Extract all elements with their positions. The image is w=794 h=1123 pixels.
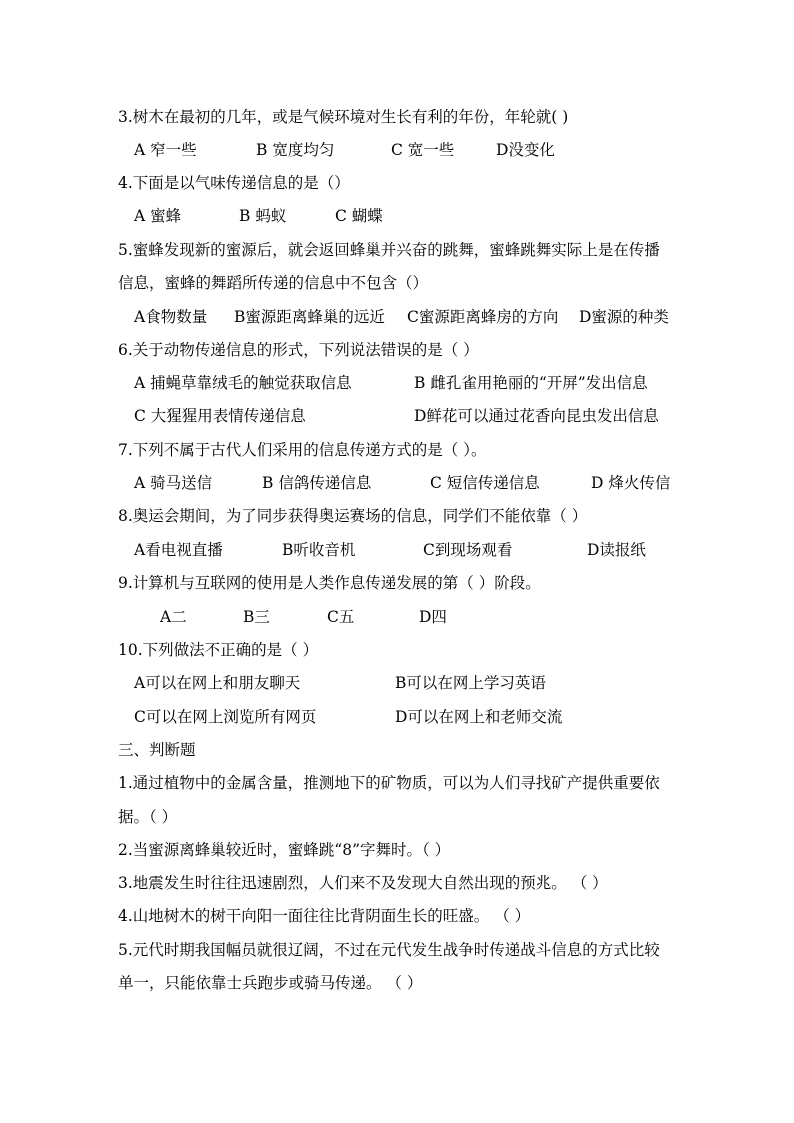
question-5-stem-line1: 5.蜜蜂发现新的蜜源后，就会返回蜂巢并兴奋的跳舞，蜜蜂跳舞实际上是在传播 <box>118 241 660 259</box>
judgement-5-line2: 单一，只能依靠士兵跑步或骑马传递。 （ ） <box>118 974 423 992</box>
question-6-option-a: A 捕蝇草靠绒毛的触觉获取信息 <box>134 374 352 392</box>
question-4-option-a: A 蜜蜂 <box>134 207 182 225</box>
judgement-1-line1: 1.通过植物中的金属含量，推测地下的矿物质，可以为人们寻找矿产提供重要依 <box>118 774 660 792</box>
judgement-2: 2.当蜜源离蜂巢较近时，蜜蜂跳“8”字舞时。（ ） <box>118 841 451 859</box>
question-6-option-c: C 大猩猩用表情传递信息 <box>134 407 306 425</box>
question-8-stem: 8.奥运会期间，为了同步获得奥运赛场的信息，同学们不能依靠（ ） <box>118 507 588 525</box>
question-5-option-d: D蜜源的种类 <box>579 308 669 326</box>
question-7-stem: 7.下列不属于古代人们采用的信息传递方式的是（ ）。 <box>118 441 487 459</box>
question-9-option-a: A二 <box>160 608 187 626</box>
judgement-3: 3.地震发生时往往迅速剧烈，人们来不及发现大自然出现的预兆。 （ ） <box>118 874 608 892</box>
question-3-option-a: A 窄一些 <box>134 141 197 159</box>
question-8-option-d: D读报纸 <box>587 541 646 559</box>
question-6-option-d: D鲜花可以通过花香向昆虫发出信息 <box>414 407 659 425</box>
question-5-option-c: C蜜源距离蜂房的方向 <box>407 308 559 326</box>
question-4-option-b: B 蚂蚁 <box>239 207 287 225</box>
question-7-option-c: C 短信传递信息 <box>430 474 540 492</box>
judgement-1-line2: 据。（ ） <box>118 808 178 826</box>
question-8-option-b: B听收音机 <box>282 541 356 559</box>
judgement-4: 4.山地树木的树干向阳一面往往比背阴面生长的旺盛。 （ ） <box>118 907 531 925</box>
question-7-option-b: B 信鸽传递信息 <box>262 474 372 492</box>
question-3-option-b: B 宽度均匀 <box>256 141 335 159</box>
question-7-option-a: A 骑马送信 <box>134 474 213 492</box>
question-10-stem: 10.下列做法不正确的是（ ） <box>118 641 319 659</box>
question-4-stem: 4.下面是以气味传递信息的是（） <box>118 174 350 192</box>
question-10-option-c: C可以在网上浏览所有网页 <box>134 708 317 726</box>
question-3-option-d: D没变化 <box>496 141 555 159</box>
question-10-option-b: B可以在网上学习英语 <box>395 674 546 692</box>
question-8-option-c: C到现场观看 <box>423 541 513 559</box>
question-3-stem: 3.树木在最初的几年，或是气候环境对生长有利的年份，年轮就( ) <box>118 108 569 126</box>
question-6-option-b: B 雌孔雀用艳丽的“开屏”发出信息 <box>414 374 648 392</box>
question-3-option-c: C 宽一些 <box>391 141 455 159</box>
question-5-option-a: A食物数量 <box>134 308 208 326</box>
question-10-option-d: D可以在网上和老师交流 <box>395 708 563 726</box>
section-3-heading: 三、判断题 <box>118 741 196 759</box>
question-9-option-c: C五 <box>327 608 355 626</box>
question-9-option-b: B三 <box>243 608 270 626</box>
question-10-option-a: A可以在网上和朋友聊天 <box>134 674 301 692</box>
question-5-option-b: B蜜源距离蜂巢的远近 <box>234 308 385 326</box>
question-8-option-a: A看电视直播 <box>134 541 223 559</box>
judgement-5-line1: 5.元代时期我国幅员就很辽阔，不过在元代发生战争时传递战斗信息的方式比较 <box>118 941 660 959</box>
question-4-option-c: C 蝴蝶 <box>335 207 383 225</box>
question-7-option-d: D 烽火传信 <box>591 474 671 492</box>
question-5-stem-line2: 信息，蜜蜂的舞蹈所传递的信息中不包含（） <box>118 274 429 292</box>
question-9-stem: 9.计算机与互联网的使用是人类作息传递发展的第（ ）阶段。 <box>118 574 541 592</box>
question-9-option-d: D四 <box>419 608 447 626</box>
question-6-stem: 6.关于动物传递信息的形式，下列说法错误的是（ ） <box>118 341 479 359</box>
